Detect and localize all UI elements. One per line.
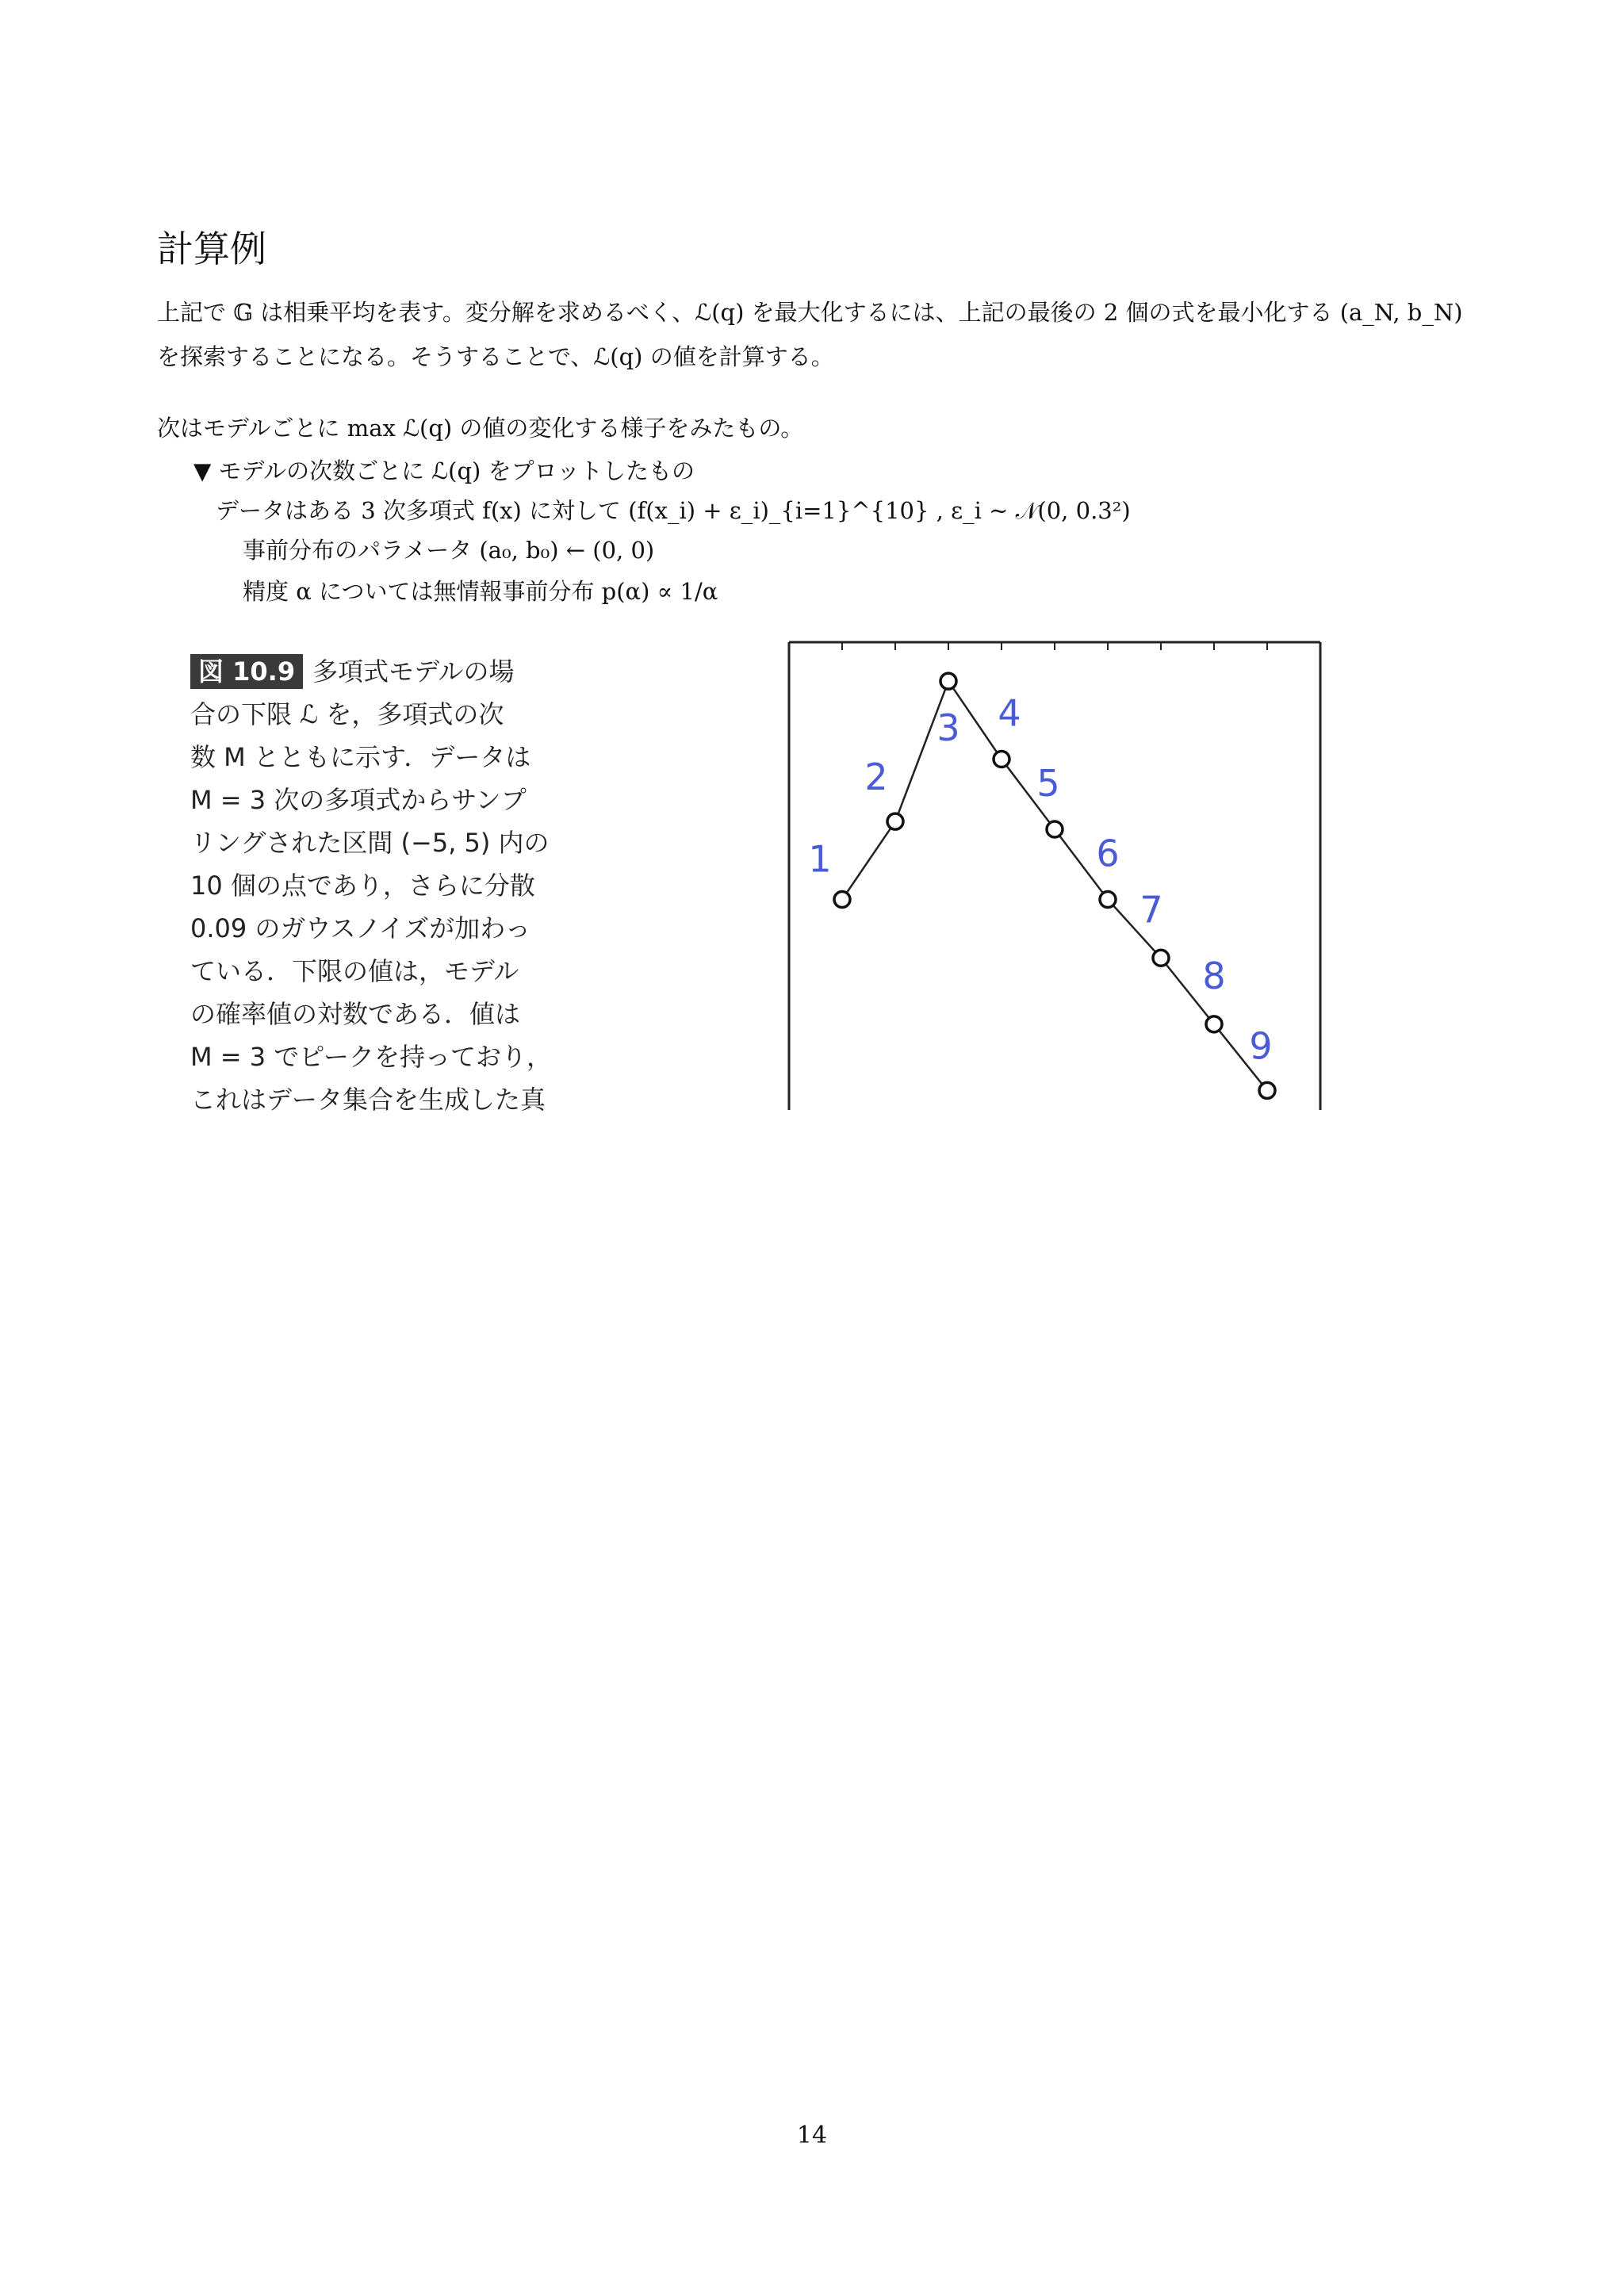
data-point-1 (834, 892, 850, 908)
lower-bound-chart-svg (587, 610, 1380, 1110)
data-point-6 (1100, 892, 1116, 908)
point-label-2: 2 (864, 756, 888, 799)
precision-prior: 精度 α については無情報事前分布 p(α) ∝ 1/α (243, 578, 718, 605)
point-label-9: 9 (1249, 1024, 1273, 1068)
point-label-8: 8 (1202, 954, 1226, 997)
figure-caption (190, 650, 563, 1121)
figure-caption-text: 多項式モデルの場 合の下限 ℒ を，多項式の次 数 M とともに示す．データは M = 3 次の多項式からサンプ リングされた区間 (−5, 5) 内の 10 個の点であり，さらに分散 0.09 のガウスノイズが加わっ ている．下限の値は，モデル の確率値の対数である．値は M = 3 でピークを持っており， これはデータ集合を生成した真 (190, 656, 553, 1115)
paragraph-intro: 上記で 𝔾 は相乗平均を表す。変分解を求めるべく、ℒ(q) を最大化するには、上記の最後の 2 個の式を最小化する (a_N, b_N) を探索することになる。そうすることで、ℒ(q) の値を計算する。 (157, 299, 1463, 370)
point-label-4: 4 (998, 691, 1021, 735)
bullet-plot-description: ▼ モデルの次数ごとに ℒ(q) をプロットしたもの (193, 457, 695, 484)
data-point-7 (1153, 950, 1169, 966)
page-number: 14 (796, 2122, 828, 2149)
point-label-6: 6 (1096, 832, 1120, 875)
data-point-4 (994, 752, 1009, 767)
data-point-8 (1206, 1016, 1222, 1032)
data-point-9 (1259, 1082, 1275, 1098)
data-point-3 (940, 673, 956, 689)
point-label-5: 5 (1036, 762, 1060, 805)
data-point-2 (887, 813, 903, 829)
data-point-5 (1047, 821, 1063, 837)
prior-parameters: 事前分布のパラメータ (a₀, b₀) ← (0, 0) (243, 537, 655, 564)
point-label-7: 7 (1139, 888, 1163, 932)
paragraph-model-change: 次はモデルごとに max ℒ(q) の値の変化する様子をみたもの。 (157, 415, 804, 442)
figure-10-9 (190, 610, 1380, 1115)
lower-bound-series-line (842, 681, 1267, 1090)
lower-bound-chart (587, 610, 1380, 1110)
data-description: データはある 3 次多項式 f(x) に対して (f(x_i) + ε_i)_{i=1}^{10} , ε_i ∼ 𝒩(0, 0.3²) (216, 497, 1131, 524)
point-label-3: 3 (936, 706, 960, 750)
figure-badge: 図 10.9 (190, 654, 303, 689)
point-label-1: 1 (808, 837, 832, 881)
page-title: 計算例 (157, 228, 266, 270)
